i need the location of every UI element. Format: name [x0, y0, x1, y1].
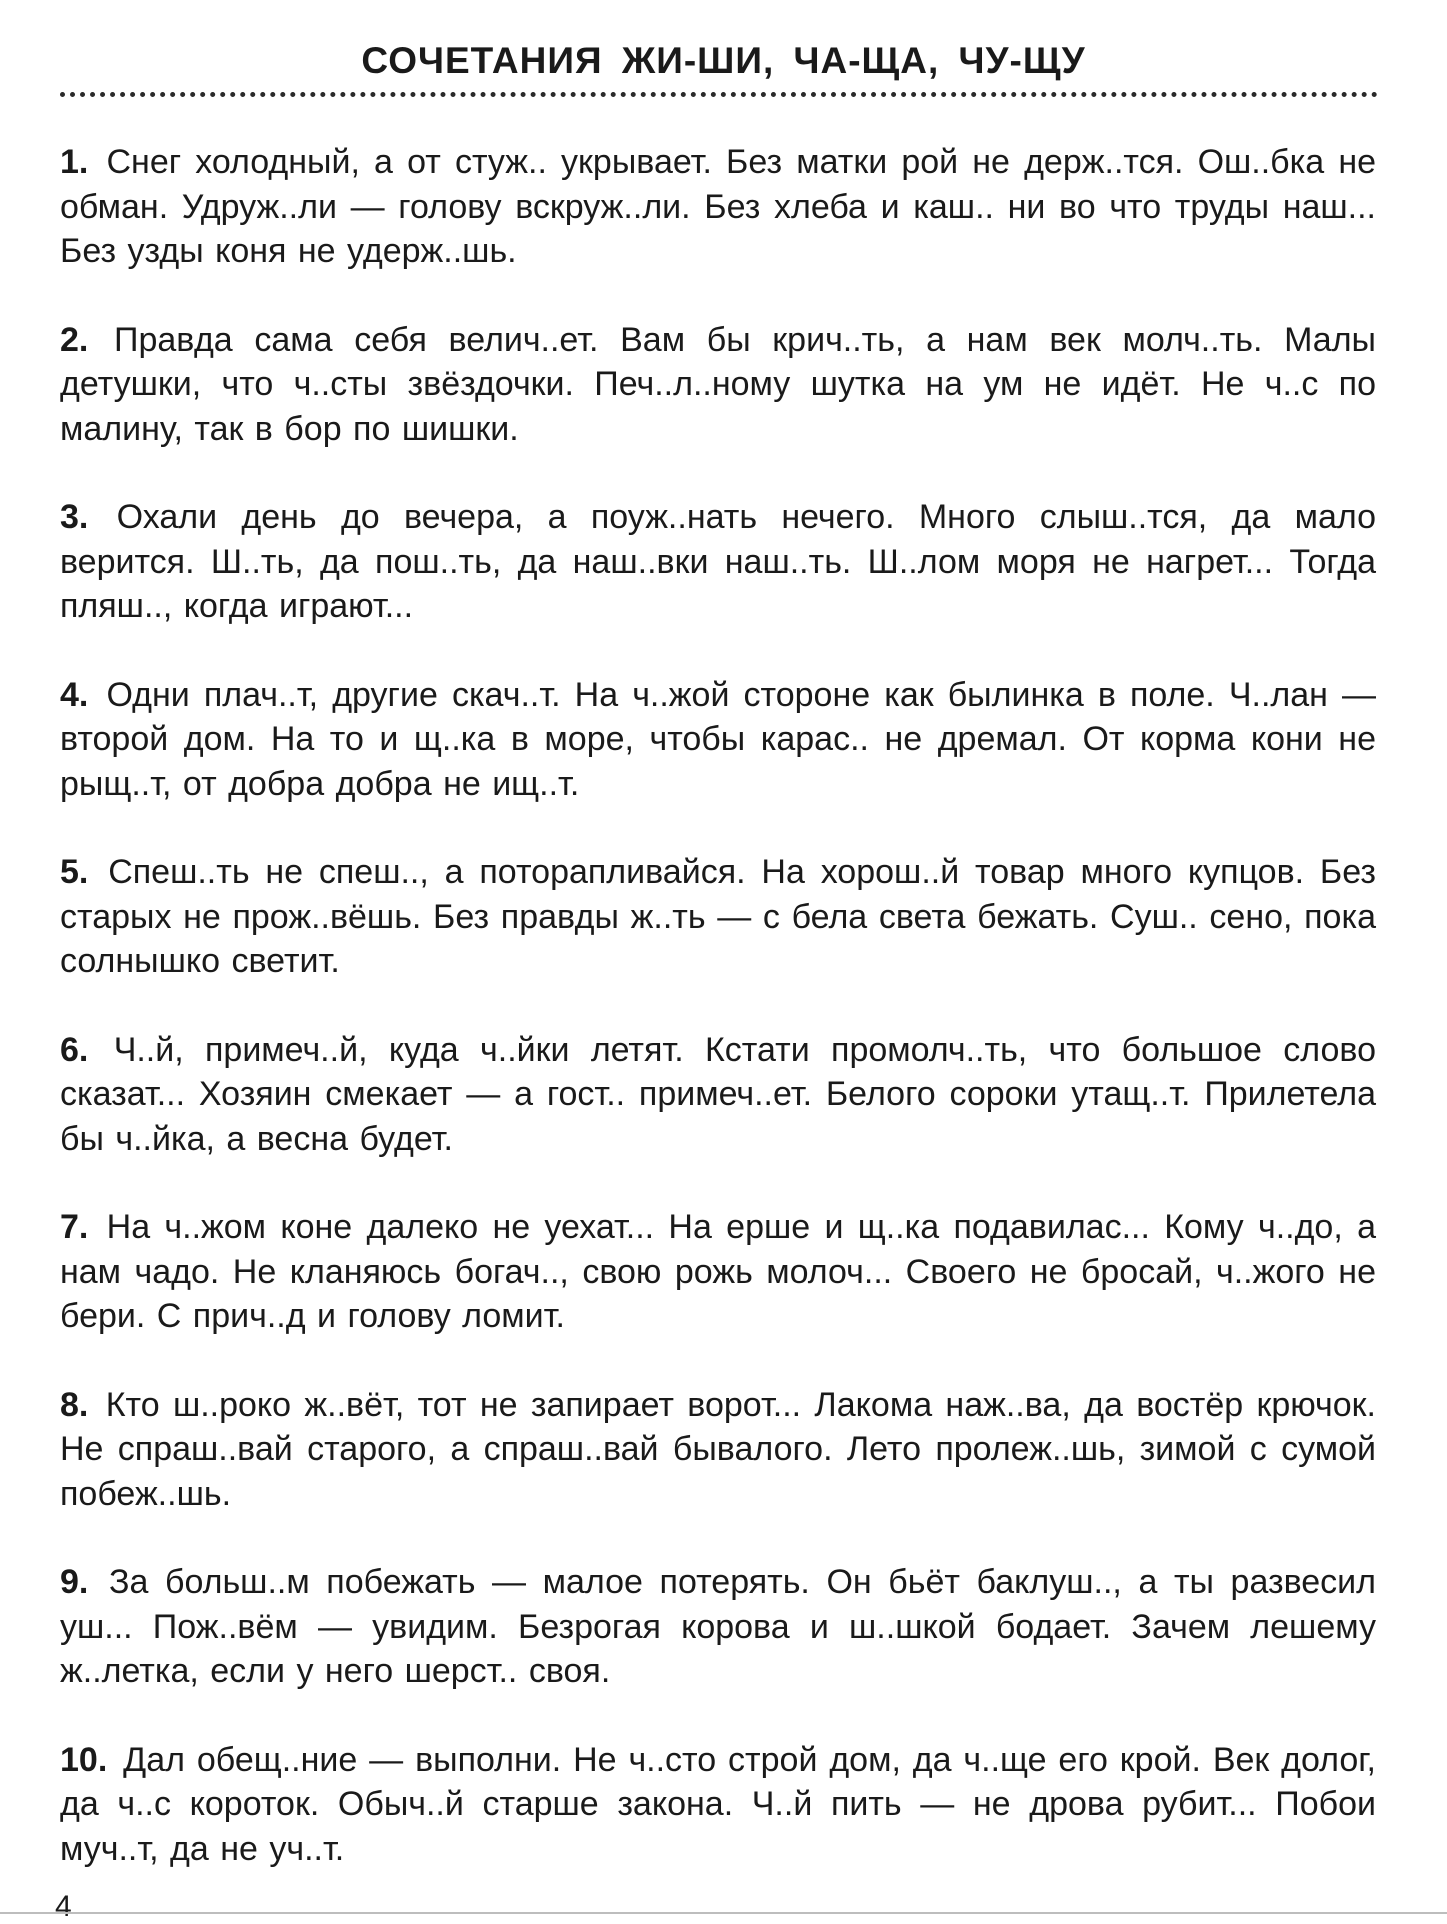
exercise-number: 10. [60, 1740, 108, 1779]
exercise-number: 6. [60, 1030, 89, 1069]
exercise-text: На ч..жом коне далеко не уехат... На ерше и щ..ка подавилас... Кому ч..до, а нам чадо. Не кланяюсь богач.., свою рожь молоч... Своего не бросай, ч..жого не бери. С прич..д и голову ломит. [60, 1208, 1376, 1335]
exercise-number: 2. [60, 320, 89, 359]
exercise-3 [60, 495, 1376, 629]
exercise-1 [60, 140, 1376, 274]
exercise-text: Охали день до вечера, а поуж..нать нечего. Много слыш..тся, да мало верится. Ш..ть, да пош..ть, да наш..вки наш..ть. Ш..лом моря не нагрет... Тогда пляш.., когда играют... [60, 498, 1376, 625]
exercise-7 [60, 1205, 1376, 1339]
exercise-text: За больш..м побежать — малое потерять. Он бьёт баклуш.., а ты развесил уш... Пож..вём — увидим. Безрогая корова и ш..шкой бодает. Зачем лешему ж..летка, если у него шерст.. своя. [60, 1563, 1376, 1690]
exercise-text: Ч..й, примеч..й, куда ч..йки летят. Кстати промолч..ть, что большое слово сказат... Хозяин смекает — а гост.. примеч..ет. Белого сороки утащ..т. Прилетела бы ч..йка, а весна будет. [60, 1030, 1377, 1158]
exercise-text: Одни плач..т, другие скач..т. На ч..жой стороне как былинка в поле. Ч..лан — второй дом. На то и щ..ка в море, чтобы карас.. не дремал. От корма кони не рыщ..т, от добра добра не ищ..т. [60, 675, 1376, 803]
exercise-8 [60, 1383, 1376, 1517]
exercise-number: 7. [60, 1208, 89, 1246]
exercise-text: Спеш..ть не спеш.., а поторапливайся. На хорош..й товар много купцов. Без старых не прож..вёшь. Без правды ж..ть — с бела света бежать. Суш.. сено, пока солнышко светит. [60, 853, 1376, 980]
bottom-divider [0, 1912, 1447, 1914]
exercise-text: Правда сама себя велич..ет. Вам бы крич..ть, а нам век молч..ть. Малы детушки, что ч..сты звёздочки. Печ..л..ному шутка на ум не идёт. Не ч..с по малину, так в бор по шишки. [60, 320, 1376, 448]
exercise-number: 1. [60, 143, 89, 181]
exercise-number: 9. [60, 1563, 89, 1601]
exercise-10 [60, 1738, 1376, 1872]
exercise-5 [60, 850, 1376, 984]
title-dotted-divider [60, 92, 1378, 97]
exercise-4 [60, 673, 1376, 807]
exercise-9 [60, 1560, 1376, 1694]
exercise-number: 3. [60, 498, 89, 536]
exercise-text: Кто ш..роко ж..вёт, тот не запирает ворот... Лакома наж..ва, да востёр крючок. Не спраш..вай старого, а спраш..вай бывалого. Лето пролеж..шь, зимой с сумой побеж..шь. [60, 1385, 1376, 1513]
exercise-list [60, 140, 1376, 1915]
exercise-text: Дал обещ..ние — выполни. Не ч..сто строй дом, да ч..ще его крой. Век долог, да ч..с короток. Обыч..й старше закона. Ч..й пить — не дрова рубит... Побои муч..т, да не уч..т. [60, 1740, 1377, 1868]
exercise-2 [60, 318, 1376, 452]
exercise-6 [60, 1028, 1376, 1162]
exercise-number: 4. [60, 675, 89, 714]
exercise-text: Снег холодный, а от стуж.. укрывает. Без матки рой не держ..тся. Ош..бка не обман. Удруж..ли — голову вскруж..ли. Без хлеба и каш.. ни во что труды наш... Без узды коня не удерж..шь. [60, 143, 1376, 270]
exercise-number: 8. [60, 1385, 89, 1424]
page-number: 4 [55, 1890, 72, 1923]
exercise-number: 5. [60, 853, 89, 891]
page-title: СОЧЕТАНИЯ ЖИ-ШИ, ЧА-ЩА, ЧУ-ЩУ [361, 40, 1086, 81]
